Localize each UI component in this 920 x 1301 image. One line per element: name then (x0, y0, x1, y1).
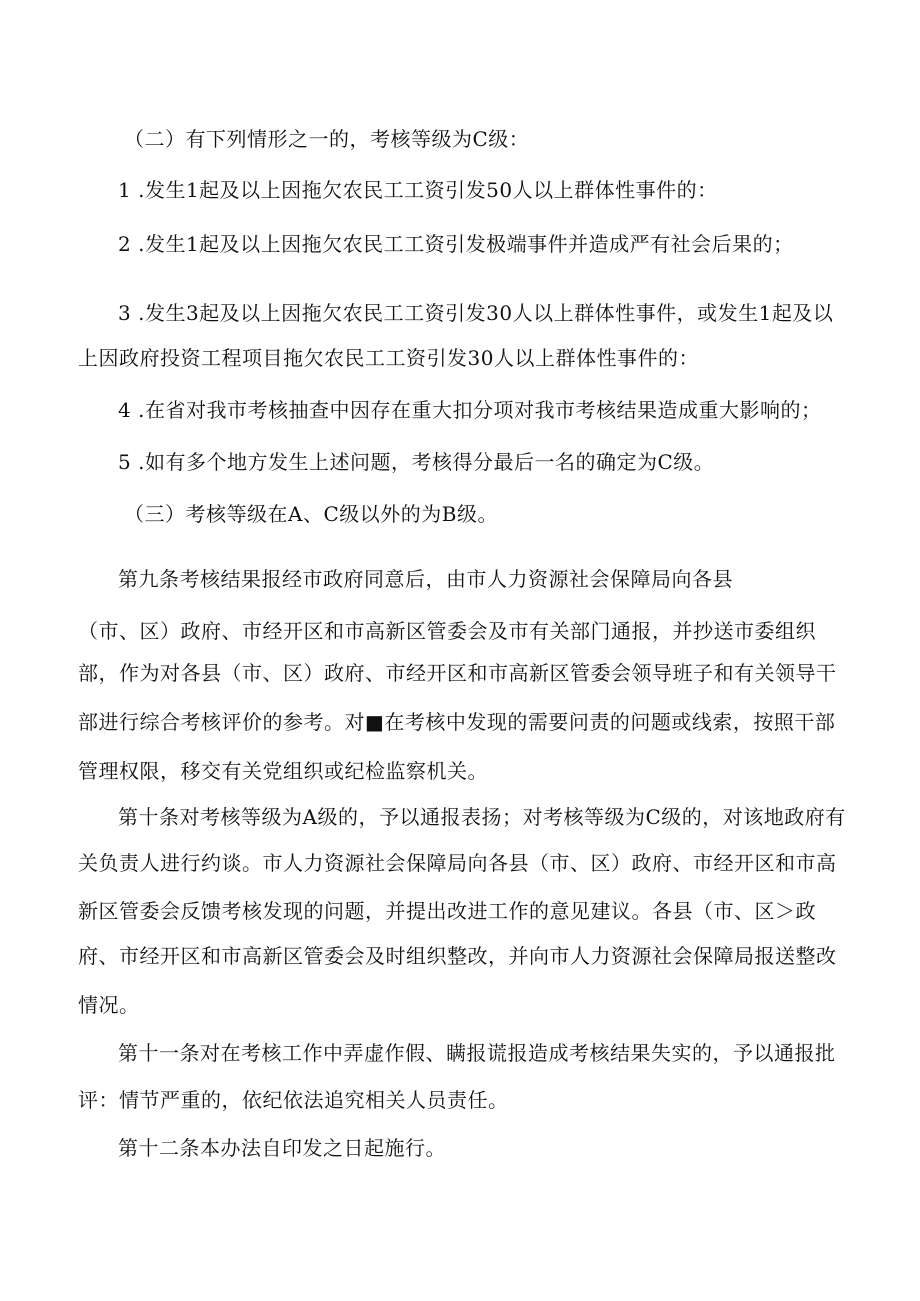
text-line-21: 第十二条本办法自印发之日起施行。 (118, 1136, 446, 1160)
text-line-15: 关负责人进行约谈。市人力资源社会保障局向各县（市、区）政府、市经开区和市高 (78, 851, 837, 875)
text-line-18: 情况。 (78, 993, 140, 1017)
text-line-6: 4 .在省对我市考核抽查中因存在重大扣分项对我市考核结果造成重大影响的； (118, 398, 822, 422)
text-line-11: 部，作为对各县（市、区）政府、市经开区和市高新区管委会领导班子和有关领导干 (78, 661, 837, 685)
text-line-13: 管理权限，移交有关党组织或纪检监察机关。 (78, 759, 488, 783)
text-line-20: 评：情节严重的，依纪依法追究相关人员责任。 (78, 1088, 509, 1112)
text-line-2: 1 .发生1起及以上因拖欠农民工工资引发50人以上群体性事件的： (118, 178, 718, 202)
text-line-14: 第十条对考核等级为A级的，予以通报表扬；对考核等级为C级的，对该地政府有 (118, 805, 846, 829)
text-line-8: （三）考核等级在A、C级以外的为B级。 (124, 502, 498, 526)
text-line-7: 5 .如有多个地方发生上述问题，考核得分最后一名的确定为C级。 (118, 450, 715, 474)
text-line-10: （市、区）政府、市经开区和市高新区管委会及市有关部门通报，并抄送市委组织 (78, 619, 816, 643)
text-line-16: 新区管委会反馈考核发现的问题，并提出改进工作的意见建议。各县（市、区＞政 (78, 899, 816, 923)
text-line-17: 府、市经开区和市高新区管委会及时组织整改，并向市人力资源社会保障局报送整改 (78, 944, 837, 968)
text-line-5: 上因政府投资工程项目拖欠农民工工资引发30人以上群体性事件的： (78, 346, 699, 370)
text-line-19: 第十一条对在考核工作中弄虚作假、瞒报谎报造成考核结果失实的，予以通报批 (118, 1041, 836, 1065)
text-line-9: 第九条考核结果报经市政府同意后，由市人力资源社会保障局向各县 (118, 567, 733, 591)
text-line-1: （二）有下列情形之一的，考核等级为C级： (124, 127, 530, 151)
text-line-3: 2 .发生1起及以上因拖欠农民工工资引发极端事件并造成严有社会后果的； (118, 232, 794, 256)
text-line-4: 3 .发生3起及以上因拖欠农民工工资引发30人以上群体性事件，或发生1起及以 (118, 301, 834, 325)
text-line-12: 部进行综合考核评价的参考。对■在考核中发现的需要问责的问题或线索，按照干部 (78, 710, 836, 734)
